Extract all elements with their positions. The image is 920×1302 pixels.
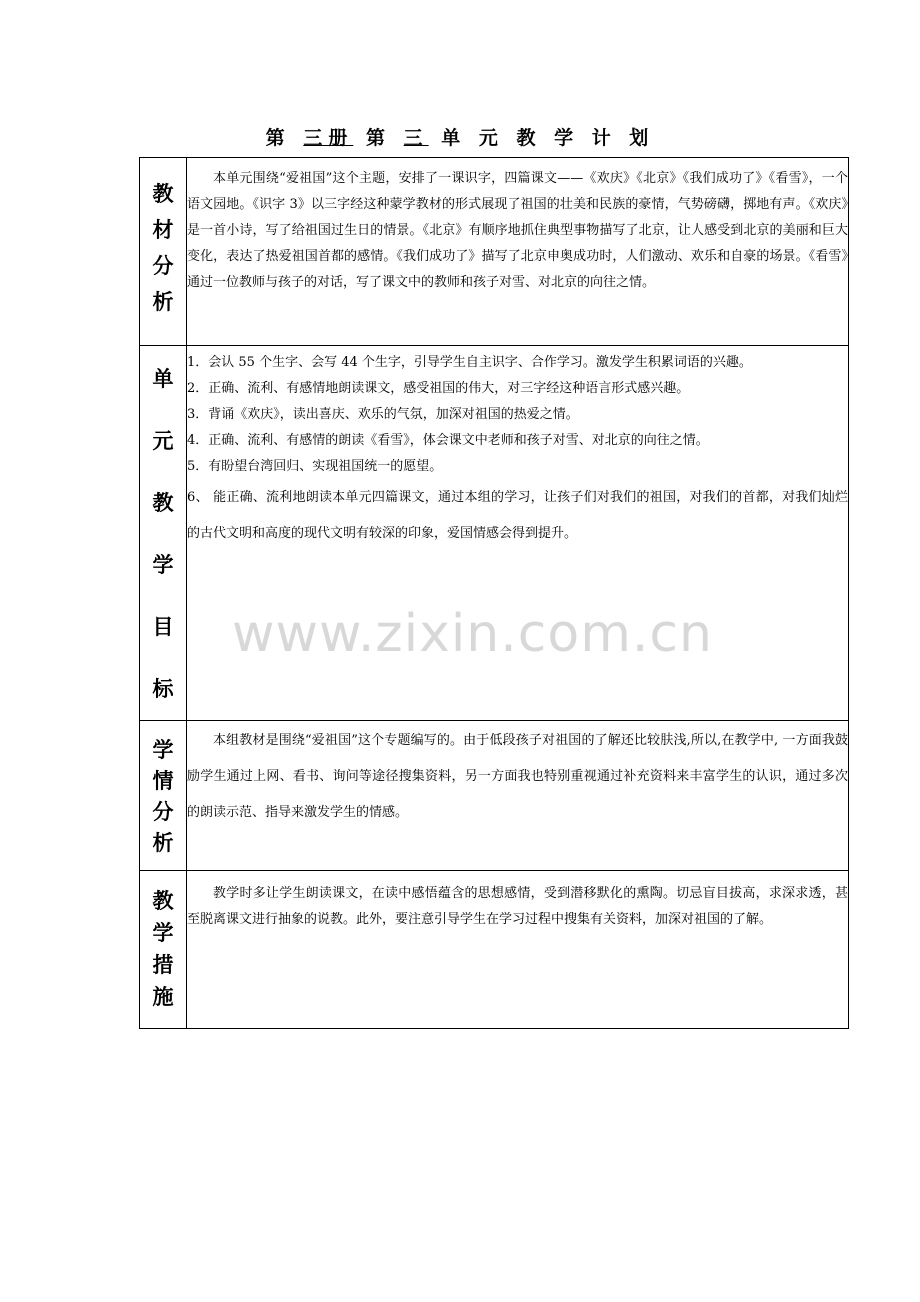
teaching-measures-text: 教学时多让学生朗读课文，在读中感悟蕴含的思想感情，受到潜移默化的熏陶。切忌盲目拔高，求深求透，甚至脱离课文进行抽象的说教。此外，要注意引导学生在学习过程中搜集有关资料，加深对祖国的了解。 — [187, 886, 848, 927]
label-char: 教 — [152, 491, 174, 515]
label-char: 情 — [152, 769, 174, 793]
label-char: 教 — [152, 182, 174, 206]
label-unit-goals — [140, 346, 187, 721]
label-char: 学 — [152, 738, 174, 762]
title-part-3: 第 — [365, 127, 391, 149]
goal-item: 5．有盼望台湾回归、实现祖国统一的愿望。 — [187, 459, 443, 474]
label-char: 材 — [152, 218, 174, 242]
watermark: www.zixin.com.cn — [232, 604, 713, 664]
title-part-5: 单 元 教 学 计 划 — [441, 127, 655, 149]
row-materials-analysis — [140, 158, 849, 346]
goal-item: 4．正确、流利、有感情的朗读《看雪》，体会课文中老师和孩子对雪、对北京的向往之情。 — [187, 433, 709, 448]
label-student-analysis — [140, 721, 187, 871]
row-unit-goals — [140, 346, 849, 721]
goal-item: 1．会认 55 个生字、会写 44 个生字，引导学生自主识字、合作学习。激发学生积累词语的兴趣。 — [187, 355, 752, 370]
content-student-analysis — [187, 721, 849, 871]
label-char: 目 — [152, 615, 174, 639]
label-char: 教 — [152, 889, 174, 913]
label-char: 元 — [152, 429, 174, 453]
content-materials-analysis — [187, 158, 849, 346]
title-part-1: 第 — [265, 127, 291, 149]
row-teaching-measures — [140, 871, 849, 1029]
label-char: 单 — [152, 367, 174, 391]
label-char: 学 — [152, 553, 174, 577]
goal-item: 2．正确、流利、有感情地朗读课文，感受祖国的伟大，对三字经这种语言形式感兴趣。 — [187, 381, 690, 396]
label-char: 分 — [152, 800, 174, 824]
label-teaching-measures — [140, 871, 187, 1029]
label-char: 析 — [152, 831, 174, 855]
title-part-2: 三册 — [303, 127, 354, 149]
teaching-plan-table — [139, 157, 849, 1029]
goal-item: 3．背诵《欢庆》，读出喜庆、欢乐的气氛，加深对祖国的热爱之情。 — [187, 407, 579, 422]
label-char: 析 — [152, 290, 174, 314]
row-student-analysis — [140, 721, 849, 871]
content-unit-goals — [187, 346, 849, 721]
materials-analysis-text: 本单元围绕“爱祖国”这个主题，安排了一课识字，四篇课文——《欢庆》《北京》《我们成功了》《看雪》，一个语文园地。《识字 3》以三字经这种蒙学教材的形式展现了祖国的壮美和民族的豪情，气势磅礴，掷地有声。《欢庆》是一首小诗，写了给祖国过生日的情景。《北京》有顺序地抓住典型事物描写了北京，让人感受到北京的美丽和巨大变化，表达了热爱祖国首都的感情。《我们成功了》描写了北京申奥成功时，人们激动、欢乐和自豪的场景。《看雪》通过一位教师与孩子的对话，写了课文中的教师和孩子对雪、对北京的向往之情。 — [187, 171, 848, 290]
label-materials-analysis — [140, 158, 187, 346]
label-char: 施 — [152, 985, 174, 1009]
goal-item: 6、 能正确、流利地朗读本单元四篇课文，通过本组的学习，让孩子们对我们的祖国，对我们的首都，对我们灿烂的古代文明和高度的现代文明有较深的印象，爱国情感会得到提升。 — [187, 490, 848, 541]
label-char: 措 — [152, 953, 174, 977]
label-char: 分 — [152, 254, 174, 278]
content-teaching-measures — [187, 871, 849, 1029]
student-analysis-text: 本组教材是围绕“爱祖国”这个专题编写的。由于低段孩子对祖国的了解还比较肤浅,所以,在教学中, 一方面我鼓励学生通过上网、看书、询问等途径搜集资料，另一方面我也特别重视通过补充资料来丰富学生的认识，通过多次的朗读示范、指导来激发学生的情感。 — [187, 733, 848, 820]
title-part-4: 三 — [403, 127, 429, 149]
label-char: 标 — [152, 677, 174, 701]
label-char: 学 — [152, 921, 174, 945]
page-title — [0, 123, 920, 150]
